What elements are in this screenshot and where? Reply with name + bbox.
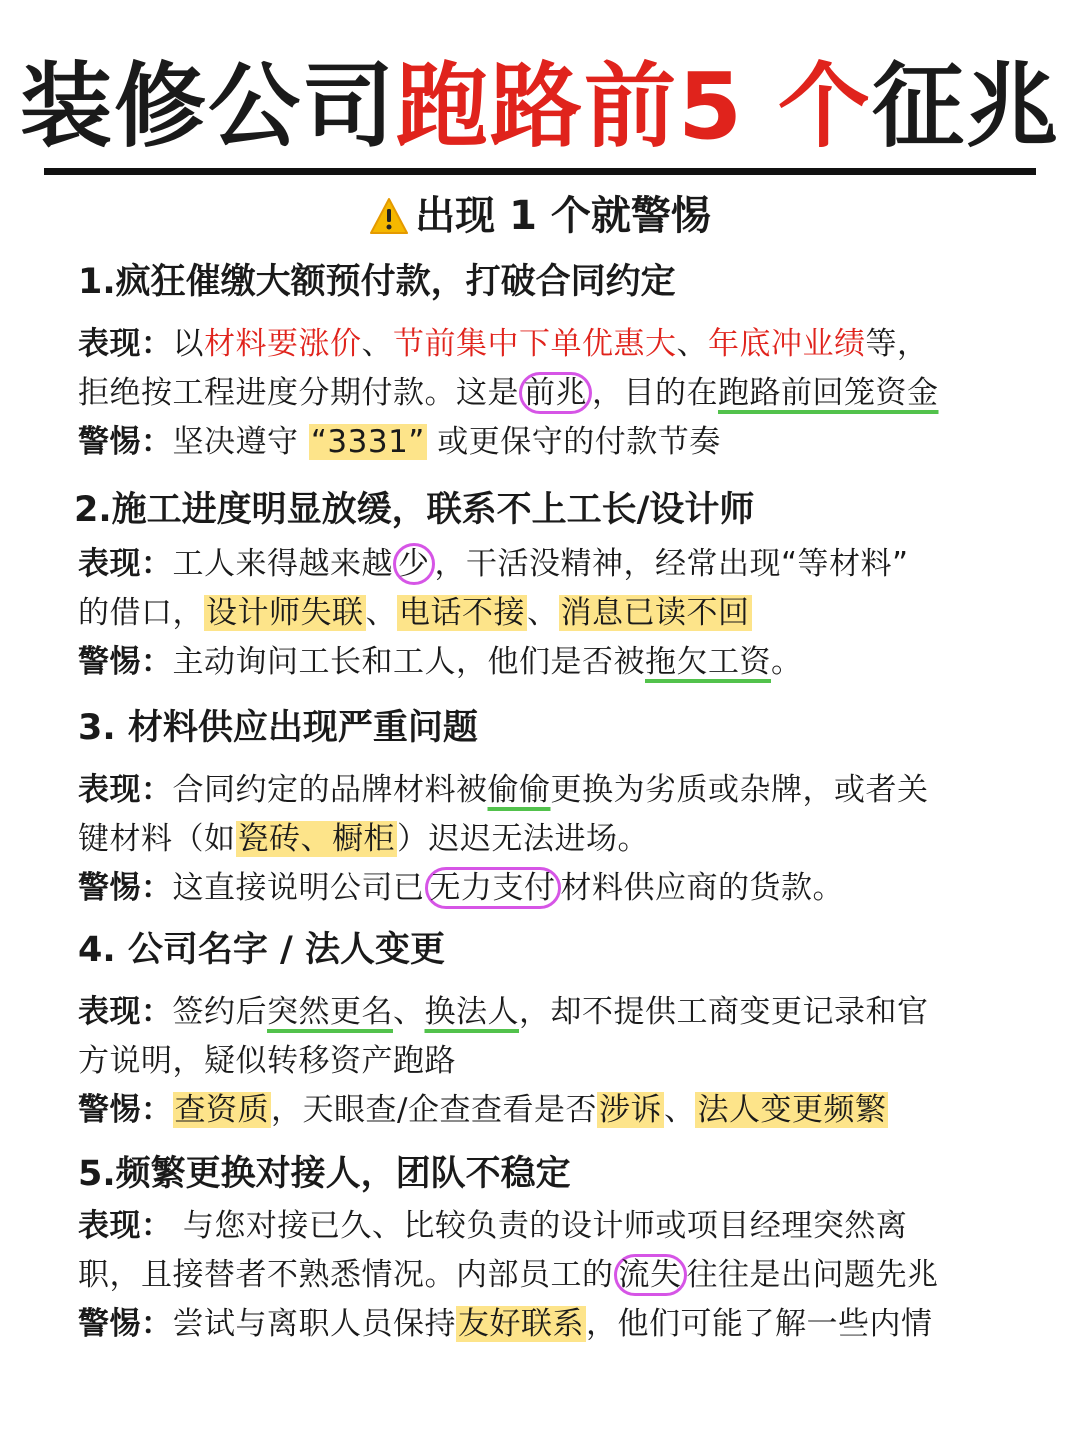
text: 往往是出问题先兆 — [686, 1257, 939, 1293]
text: 以 — [172, 326, 204, 362]
section-3 — [78, 704, 1018, 913]
section-line — [78, 369, 1018, 418]
section-heading: 5.频繁更换对接人，团队不稳定 — [78, 1154, 571, 1194]
underlined-text: 拖欠工资 — [645, 644, 771, 680]
section-line — [74, 638, 1014, 687]
highlighted-text: 瓷砖、橱柜 — [237, 821, 395, 857]
section-4 — [78, 926, 1018, 1135]
text: 拒绝按工程进度分期付款。这是 — [78, 375, 519, 411]
text: 职，且接替者不熟悉情况。内部员工的 — [78, 1257, 614, 1293]
biao-label: 表现： — [78, 546, 173, 582]
text: 与您对接已久、比较负责的设计师或项目经理突然离 — [172, 1208, 908, 1244]
section-line — [78, 1086, 1018, 1135]
biao-label: 表现： — [78, 326, 173, 362]
title-part2: 跑路前5 个 — [395, 53, 873, 160]
section-heading: 4. 公司名字 / 法人变更 — [78, 930, 445, 970]
text: ，天眼查/企查查看是否 — [271, 1092, 597, 1128]
section-line — [74, 589, 1014, 638]
biao-label: 表现： — [78, 1208, 173, 1244]
jing-label: 警惕： — [78, 870, 173, 906]
highlighted-text: 友好联系 — [458, 1306, 584, 1342]
section-line — [78, 766, 1018, 815]
section-line — [78, 1202, 1018, 1251]
underlined-text: 突然更名 — [267, 994, 393, 1030]
text: ，他们可能了解一些内情 — [586, 1306, 933, 1342]
red-text: 材料要涨价 — [204, 326, 362, 362]
jing-label: 警惕： — [78, 644, 173, 680]
text: ）迟迟无法进场。 — [397, 821, 649, 857]
highlighted-text: 查资质 — [174, 1092, 269, 1128]
text: ，目的在 — [592, 375, 718, 411]
highlighted-text: “3331” — [310, 424, 425, 460]
text: 这直接说明公司已 — [172, 870, 425, 906]
text: 尝试与离职人员保持 — [172, 1306, 456, 1342]
section-line — [78, 815, 1018, 864]
text: 工人来得越来越 — [172, 546, 393, 582]
text: 。 — [771, 644, 803, 680]
highlighted-text: 消息已读不回 — [560, 595, 750, 631]
text: 材料供应商的货款。 — [560, 870, 844, 906]
jing-label: 警惕： — [78, 424, 173, 460]
section-line — [78, 320, 1018, 369]
text: 、 — [393, 994, 425, 1030]
section-line — [78, 1037, 1018, 1086]
title-part3: 征兆 — [872, 53, 1061, 160]
text: 坚决遵守 — [172, 424, 309, 460]
section-5 — [78, 1150, 1018, 1349]
section-line — [78, 988, 1018, 1037]
underlined-text: 换法人 — [424, 994, 519, 1030]
text: 方说明，疑似转移资产跑路 — [78, 1043, 456, 1079]
circled-text: 前兆 — [519, 372, 592, 414]
page-title — [0, 52, 1080, 162]
red-text: 年底冲业绩 — [708, 326, 866, 362]
highlighted-text: 涉诉 — [598, 1092, 662, 1128]
highlighted-text: 电话不接 — [399, 595, 525, 631]
text: 的借口， — [78, 595, 204, 631]
text: 签约后 — [172, 994, 267, 1030]
text: 等， — [865, 326, 929, 362]
text: 、 — [663, 1092, 696, 1128]
text: 、 — [527, 595, 559, 631]
text: 主动询问工长和工人，他们是否被 — [172, 644, 645, 680]
jing-label: 警惕： — [78, 1306, 173, 1342]
jing-label: 警惕： — [78, 1092, 173, 1128]
biao-label: 表现： — [78, 994, 173, 1030]
text: 或更保守的付款节奏 — [426, 424, 721, 460]
section-1 — [78, 258, 1018, 467]
underlined-text: 跑路前回笼资金 — [718, 375, 939, 411]
section-heading: 3. 材料供应出现严重问题 — [78, 708, 478, 748]
underlined-text: 偷偷 — [487, 772, 551, 808]
text: 更换为劣质或杂牌，或者关 — [550, 772, 929, 808]
text: 合同约定的品牌材料被 — [172, 772, 488, 808]
title-part1: 装修公司 — [19, 53, 396, 160]
circled-text: 少 — [393, 543, 435, 585]
section-line — [78, 864, 1018, 913]
section-line — [78, 1251, 1018, 1300]
subtitle — [0, 188, 1080, 250]
text: 、 — [361, 326, 393, 362]
title-divider — [44, 168, 1036, 175]
text: ，却不提供工商变更记录和官 — [519, 994, 929, 1030]
circled-text: 无力支付 — [425, 867, 561, 909]
section-line — [78, 1300, 1018, 1349]
section-heading: 1.疯狂催缴大额预付款，打破合同约定 — [78, 262, 676, 302]
section-line — [74, 540, 1014, 589]
subtitle-text: 出现 1 个就警惕 — [415, 193, 711, 239]
text: 、 — [365, 595, 397, 631]
circled-text: 流失 — [614, 1254, 687, 1296]
text: 、 — [676, 326, 708, 362]
highlighted-text: 法人变更频繁 — [697, 1092, 887, 1128]
section-heading: 2.施工进度明显放缓，联系不上工长/设计师 — [74, 490, 755, 530]
text: ，干活没精神，经常出现“等材料” — [434, 546, 909, 582]
warning-triangle-icon — [369, 194, 409, 250]
red-text: 节前集中下单优惠大 — [393, 326, 677, 362]
section-line — [78, 418, 1018, 467]
biao-label: 表现： — [78, 772, 173, 808]
section-2 — [74, 486, 1014, 687]
highlighted-text: 设计师失联 — [206, 595, 364, 631]
text: 键材料（如 — [78, 821, 236, 857]
